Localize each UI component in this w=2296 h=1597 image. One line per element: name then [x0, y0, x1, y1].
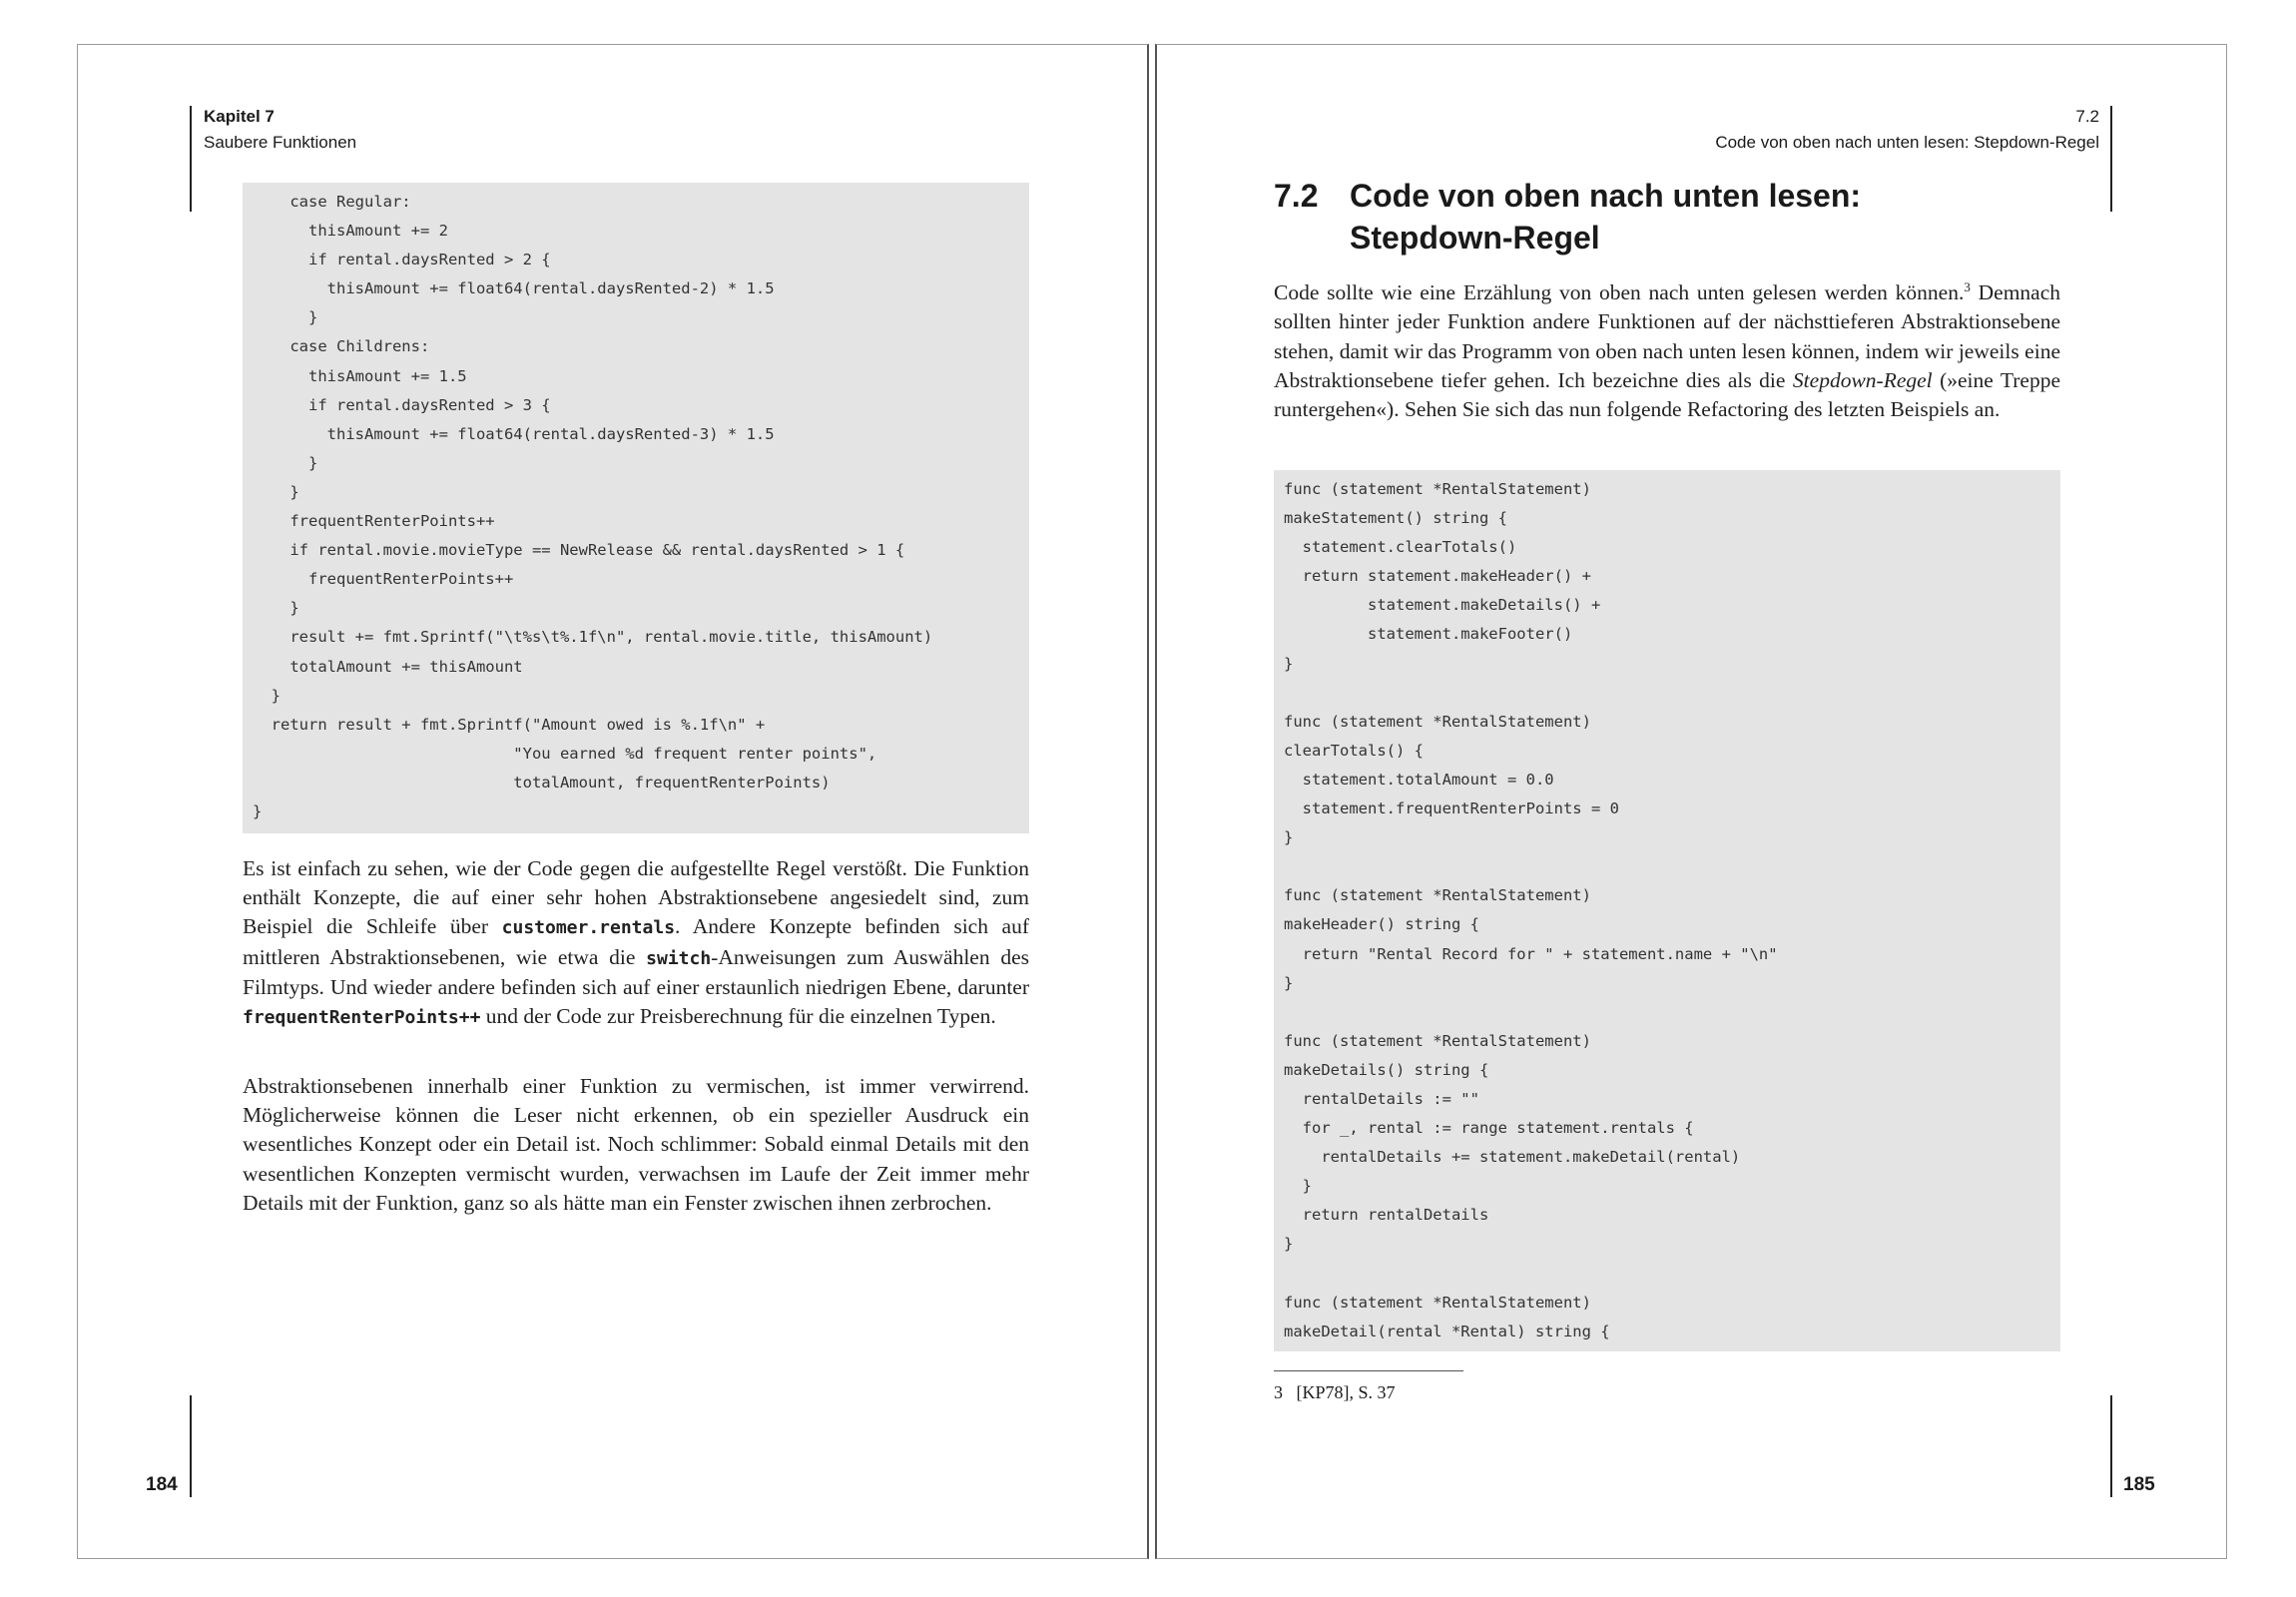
code-line [1284, 998, 2050, 1027]
code-line: thisAmount += 1.5 [253, 366, 467, 385]
code-line: } [253, 308, 318, 327]
code-line: func (statement *RentalStatement) [1284, 1293, 1591, 1312]
section-title: Code von oben nach unten lesen: Stepdown-Regel [1350, 178, 1862, 256]
code-line: totalAmount, frequentRenterPoints) [253, 773, 831, 792]
paragraph-abstraction-rule: Es ist einfach zu sehen, wie der Code gegen die aufgestellte Regel verstößt. Die Funktion enthält Konzepte, die auf einer sehr hohen Abstraktionsebene angesiedelt sind, zum Beispiel die Schleife über customer.rentals. Andere Konzepte befinden sich auf mittleren Abstraktionsebenen, wie etwa die switch-Anweisungen zum Auswählen des Filmtyps. Und wieder andere befinden sich auf einer erstaunlich niedrigen Ebene, darunter frequentRenterPoints++ und der Code zur Preisberechnung für die einzelnen Typen. [243, 856, 1029, 1029]
code-line: statement.clearTotals() [1284, 538, 1517, 557]
code-line: } [1284, 1177, 1312, 1196]
code-line: func (statement *RentalStatement) [1284, 480, 1591, 498]
footnote-separator [1274, 1370, 1463, 1371]
code-line: func (statement *RentalStatement) [1284, 712, 1591, 731]
code-line: } [253, 801, 263, 820]
code-line: makeDetails() string { [1284, 1060, 1489, 1079]
code-line [1284, 852, 2050, 881]
code-line: statement.makeFooter() [1284, 625, 1573, 644]
code-line: makeHeader() string { [1284, 915, 1479, 934]
footnote-ref[interactable]: 3 [1964, 279, 1971, 294]
code-line: if rental.daysRented > 3 { [253, 395, 551, 414]
code-line: case Childrens: [253, 337, 430, 356]
page-number-left: 184 [146, 1474, 178, 1495]
chapter-title: Saubere Funktionen [204, 133, 357, 152]
header-section-number: 7.2 [2075, 107, 2099, 126]
code-block-right [1274, 470, 2060, 1351]
code-line: return "Rental Record for " + statement.name + "\n" [1284, 944, 1778, 963]
emphasis: Stepdown-Regel [1792, 367, 1933, 392]
code-line: case Regular: [253, 193, 411, 211]
code-line: clearTotals() { [1284, 741, 1424, 760]
code-line: } [253, 599, 299, 618]
code-line: } [253, 686, 281, 705]
inline-code: customer.rentals [501, 917, 676, 939]
code-line: } [1284, 1235, 1294, 1254]
code-line: frequentRenterPoints++ [253, 512, 495, 531]
code-line: statement.totalAmount = 0.0 [1284, 770, 1554, 789]
running-header-right [1715, 104, 2099, 156]
code-line: rentalDetails := "" [1284, 1089, 1479, 1108]
code-line: thisAmount += 2 [253, 222, 448, 241]
paragraph-mixing-levels: Abstraktionsebenen innerhalb einer Funktion zu vermischen, ist immer verwirrend. Möglicherweise können die Leser nicht erkennen, ob ein spezieller Ausdruck ein wesentliches Konzept oder ein Detail ist. Noch schlimmer: Sobald einmal Details mit den wesentlichen Konzepten vermischt wurden, verwachsen im Laufe der Zeit immer mehr Details mit der Funktion, ganz so als hätte man ein Fenster zwischen ihnen zerbrochen. [243, 1074, 1029, 1215]
code-line: func (statement *RentalStatement) [1284, 1031, 1591, 1050]
footer-rule-right [2110, 1395, 2112, 1497]
section-number: 7.2 [1274, 178, 1319, 214]
inline-code: switch [646, 947, 712, 969]
code-line: thisAmount += float64(rental.daysRented-2) * 1.5 [253, 279, 775, 298]
code-line: return result + fmt.Sprintf("Amount owed is %.1f\n" + [253, 715, 766, 734]
code-line: makeStatement() string { [1284, 509, 1507, 528]
inline-code: frequentRenterPoints++ [243, 1007, 481, 1029]
code-line: frequentRenterPoints++ [253, 570, 514, 589]
header-rule-left [190, 106, 192, 212]
code-line: totalAmount += thisAmount [253, 657, 523, 676]
code-line [1284, 679, 2050, 708]
code-line: for _, rental := range statement.rentals { [1284, 1119, 1694, 1138]
code-line: "You earned %d frequent renter points", [253, 744, 877, 763]
code-line: statement.makeDetails() + [1284, 596, 1601, 615]
running-header-left [204, 104, 356, 156]
code-line: if rental.daysRented > 2 { [253, 251, 551, 269]
paragraph-stepdown-intro: Code sollte wie eine Erzählung von oben nach unten gelesen werden können.$^3$ Demnach sollten hinter jeder Funktion andere Funktionen auf der nächsttieferen Abstraktionsebene stehen, damit wir das Programm von oben nach unten lesen können, indem wir jeweils eine Abstraktionsebene tiefer gehen. Ich bezeichne dies als die Stepdown-Regel (»eine Treppe runtergehen«). Sehen Sie sich das nun folgende Refactoring des letzten Beispiels an. [1274, 279, 2061, 421]
code-line: if rental.movie.movieType == NewRelease && rental.daysRented > 1 { [253, 541, 905, 560]
code-line: } [1284, 973, 1294, 992]
page-number-right: 185 [2123, 1474, 2155, 1495]
code-block-left [243, 183, 1029, 833]
footer-rule-left [190, 1395, 192, 1497]
header-section-title: Code von oben nach unten lesen: Stepdown-Regel [1715, 133, 2099, 152]
footnote: 3 [KP78], S. 37 [1274, 1382, 1396, 1402]
code-line: result += fmt.Sprintf("\t%s\t%.1f\n", rental.movie.title, thisAmount) [253, 628, 933, 647]
header-rule-right [2110, 106, 2112, 212]
code-line: return rentalDetails [1284, 1206, 1489, 1225]
code-line: func (statement *RentalStatement) [1284, 886, 1591, 905]
code-line [1284, 1260, 2050, 1289]
code-line: } [1284, 828, 1294, 847]
code-line: statement.frequentRenterPoints = 0 [1284, 799, 1619, 818]
code-line: makeDetail(rental *Rental) string { [1284, 1322, 1610, 1340]
chapter-label: Kapitel 7 [204, 107, 275, 126]
code-line: } [1284, 654, 1294, 673]
code-line: } [253, 482, 299, 501]
code-line: } [253, 453, 318, 472]
code-line: thisAmount += float64(rental.daysRented-3) * 1.5 [253, 424, 775, 443]
code-line: rentalDetails += statement.makeDetail(rental) [1284, 1148, 1741, 1167]
code-line: return statement.makeHeader() + [1284, 567, 1591, 586]
